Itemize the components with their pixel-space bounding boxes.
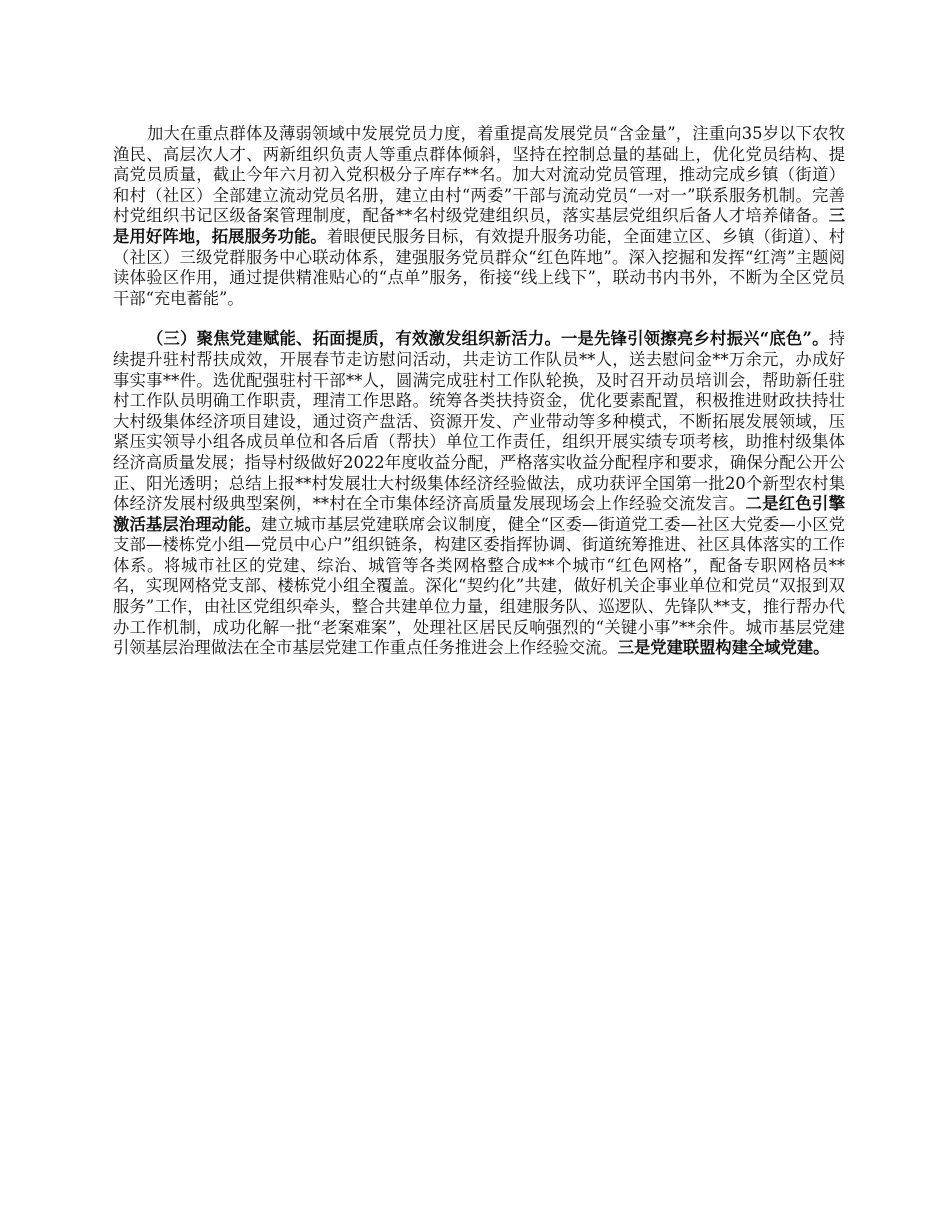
paragraph-heading-service-positions: 三是用好阵地，拓展服务功能。 bbox=[113, 206, 845, 246]
section-heading-three: （三）聚焦党建赋能、拓面提质，有效激发组织新活力。一是先锋引领擦亮乡村振兴“底色”。 bbox=[147, 329, 829, 349]
paragraph-text: 加大在重点群体及薄弱领域中发展党员力度，着重提高发展党员“含金量”，注重向35岁以下农牧渔民、高层次人才、两新组织负责人等重点群体倾斜，坚持在控制总量的基础上，优化党员结构、提高党员质量，截止今年六月初入党积极分子库存**名。加大对流动党员管理，推动完成乡镇（街道）和村（社区）全部建立流动党员名册，建立由村“两委”干部与流动党员“一对一”联系服务机制。完善村党组织书记区级备案管理制度，配备**名村级党建组织员，落实基层党组织后备人才培养储备。 bbox=[113, 124, 845, 226]
document-body bbox=[113, 124, 845, 659]
paragraph-heading-party-alliance: 三是党建联盟构建全域党建。 bbox=[617, 638, 830, 658]
paragraph-party-member-development bbox=[113, 124, 845, 309]
paragraph-party-building-empowerment bbox=[113, 329, 845, 659]
paragraph-text: 建立城市基层党建联席会议制度，健全“区委—街道党工委—社区大党委—小区党支部—楼栋党小组—党员中心户”组织链条，构建区委指挥协调、街道统筹推进、社区具体落实的工作体系。将城市社区的党建、综治、城管等各类网格整合成**个城市“红色网格”，配备专职网格员**名，实现网格党支部、楼栋党小组全覆盖。深化“契约化”共建，做好机关企事业单位和党员“双报到双服务”工作，由社区党组织牵头，整合共建单位力量，组建服务队、巡逻队、先锋队**支，推行帮办代办工作机制，成功化解一批“老案难案”，处理社区居民反响强烈的“关键小事”**余件。城市基层党建引领基层治理做法在全市基层党建工作重点任务推进会上作经验交流。 bbox=[113, 514, 845, 658]
paragraph-text: 持续提升驻村帮扶成效，开展春节走访慰问活动，共走访工作队员**人，送去慰问金**万余元，办成好事实事**件。选优配强驻村干部**人，圆满完成驻村工作队轮换，及时召开动员培训会，帮助新任驻村工作队员明确工作职责，理清工作思路。统筹各类扶持资金，优化要素配置，积极推进财政扶持壮大村级集体经济项目建设，通过资产盘活、资源开发、产业带动等多种模式，不断拓展发展领域，压紧压实领导小组各成员单位和各后盾（帮扶）单位工作责任，组织开展实绩专项考核，助推村级集体经济高质量发展；指导村级做好2022年度收益分配，严格落实收益分配程序和要求，确保分配公开公正、阳光透明；总结上报**村发展壮大村级集体经济经验做法，成功获评全国第一批20个新型农村集体经济发展村级典型案例，**村在全市集体经济高质量发展现场会上作经验交流发言。 bbox=[113, 329, 845, 514]
paragraph-text: 着眼便民服务目标，有效提升服务功能，全面建立区、乡镇（街道）、村（社区）三级党群服务中心联动体系，建强服务党员群众“红色阵地”。深入挖掘和发挥“红湾”主题阅读体验区作用，通过提供精准贴心的“点单”服务，衔接“线上线下”，联动书内书外，不断为全区党员干部“充电蓄能”。 bbox=[113, 226, 845, 308]
paragraph-heading-red-engine: 二是红色引擎激活基层治理动能。 bbox=[113, 494, 845, 534]
